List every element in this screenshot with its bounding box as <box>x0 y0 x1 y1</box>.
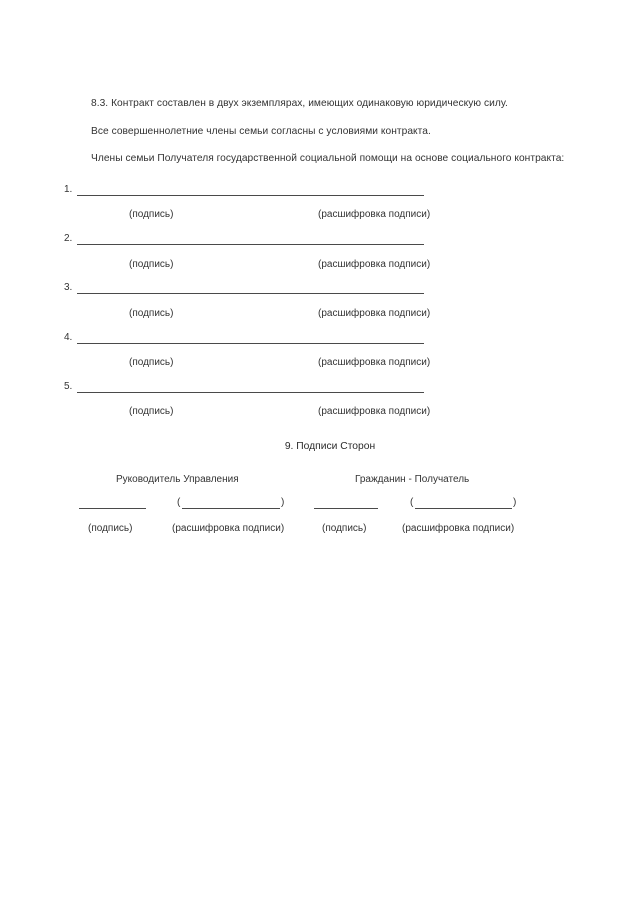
sign-caption: (подпись) <box>129 357 174 368</box>
line-number: 4. <box>64 332 73 343</box>
name-caption: (расшифровка подписи) <box>318 308 431 319</box>
family-signature-line-1[interactable] <box>64 184 424 198</box>
clause-copies: 8.3. Контракт составлен в двух экземплярах, имеющих одинаковую юридическую силу. <box>91 98 508 109</box>
name-caption: (расшифровка подписи) <box>318 406 431 417</box>
clause-family-members: Члены семьи Получателя государственной социальной помощи на основе социального контракта: <box>91 153 565 164</box>
signature-rule <box>77 195 424 196</box>
section-9-title: 9. Подписи Сторон <box>284 441 376 452</box>
sign-caption: (подпись) <box>129 308 174 319</box>
line-number: 2. <box>64 233 73 244</box>
open-bracket: ( <box>177 497 181 508</box>
family-signature-line-3[interactable] <box>64 282 424 296</box>
signature-rule <box>77 343 424 344</box>
name-caption: (расшифровка подписи) <box>318 259 431 270</box>
party-label-management: Руководитель Управления <box>116 474 239 485</box>
name-caption: (расшифровка подписи) <box>318 357 431 368</box>
signature-rule <box>77 392 424 393</box>
management-sign-caption: (подпись) <box>88 523 133 534</box>
line-number: 1. <box>64 184 73 195</box>
close-bracket: ) <box>513 497 517 508</box>
line-number: 3. <box>64 282 73 293</box>
recipient-sign-caption: (подпись) <box>322 523 367 534</box>
open-bracket: ( <box>410 497 414 508</box>
family-signature-line-2[interactable] <box>64 233 424 247</box>
signature-rule <box>77 293 424 294</box>
sign-caption: (подпись) <box>129 259 174 270</box>
recipient-name-caption: (расшифровка подписи) <box>402 523 515 534</box>
management-name-caption: (расшифровка подписи) <box>172 523 285 534</box>
close-bracket: ) <box>281 497 285 508</box>
family-signature-line-4[interactable] <box>64 332 424 346</box>
management-name-line[interactable] <box>182 508 280 509</box>
sign-caption: (подпись) <box>129 209 174 220</box>
sign-caption: (подпись) <box>129 406 174 417</box>
recipient-name-line[interactable] <box>415 508 512 509</box>
family-signature-line-5[interactable] <box>64 381 424 395</box>
party-label-recipient: Гражданин - Получатель <box>355 474 470 485</box>
line-number: 5. <box>64 381 73 392</box>
recipient-signature-line[interactable] <box>314 508 378 509</box>
clause-family-consent: Все совершеннолетние члены семьи согласны с условиями контракта. <box>91 126 431 137</box>
signature-rule <box>77 244 424 245</box>
name-caption: (расшифровка подписи) <box>318 209 431 220</box>
management-signature-line[interactable] <box>79 508 146 509</box>
